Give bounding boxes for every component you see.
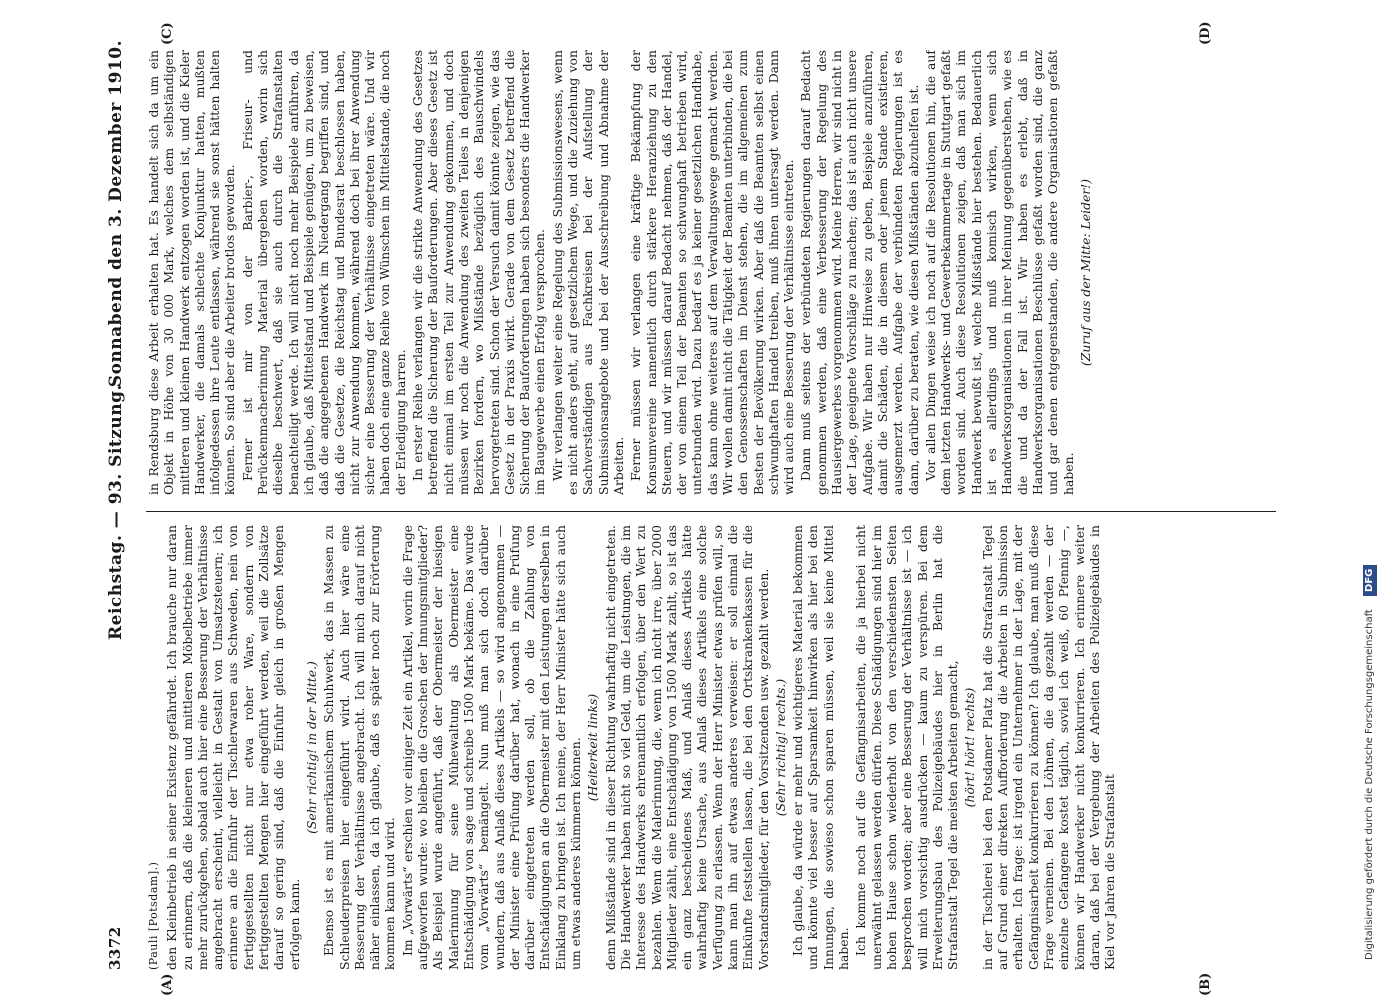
paragraph: den Kleinbetrieb in seiner Existenz gefährdet. Ich brauche nur daran zu erinnern, daß die kleineren und mittleren Möbelbetriebe immer mehr zurückgehen, sobald auch hier eine Besserung der Verhältnisse angebracht erscheint, vielleicht in Gestalt von Umsatzsteuern; ich erinnere an die Einfuhr der Tischlerwaren aus Schweden, nein von fertiggestellten nicht nur etwa roher Ware, sondern von fertiggestellten Mengen hier eingeführt werden, weil die Zollsätze darauf so gering sind, daß die Einfuhr gleich in großen Mengen erfolgen kann. xyxy=(164,525,302,970)
right-column xyxy=(146,50,1276,495)
interjection: (Heiterkeit links) xyxy=(585,693,601,802)
speaker-label: (Pauli [Potsdam].) xyxy=(147,861,160,970)
paragraph: Ich glaube, da würde er mehr und wichtigeres Material bekommen und könnte viel besser auf Sparsamkeit hinwirken als hier bei den Innungen, die sowieso schon sparen müssen, weil sie keine Mittel haben. xyxy=(790,525,852,970)
margin-marker-b: (B) xyxy=(1198,972,1213,996)
paragraph: in der Tischlerei bei den Potsdamer Platz hat die Strafanstalt Tegel auf Grund einer direkten Aufforderung die Arbeiten in Submission erhalten. Ich frage: ist irgend ein Unternehmer in der Lage, mit der Gefängnisarbeit konkurrieren zu können? Ich glaube, man muß diese Frage verneinen. Bei den Löhnen, die da gezahlt werden — der einzelne Gefangene kostet täglich, soviel ich weiß, 60 Pfennig —, können wir Handwerker nicht konkurrieren. Ich erinnere weiter daran, daß bei der Vergebung der Arbeiten des Polizeigebäudes in Kiel vor Jahren die Strafanstalt xyxy=(979,525,1118,970)
interjection: (hört! hört! rechts) xyxy=(962,687,978,808)
paragraph: in Rendsburg diese Arbeit erhalten hat. Es handelt sich da um ein Objekt in Höhe von 30 000 Mark, welches dem selbständigen mittleren und kleinen Handwerk entzogen worden ist, und die Kieler Handwerker, die damals schlechte Konjunktur hatten, mußten infolgedessen ihre Leute entlassen, während sie sonst hätten halten können. So sind aber die Arbeiter brotlos geworden. xyxy=(146,50,238,495)
page-header xyxy=(98,30,138,970)
paragraph: Im „Vorwärts“ erschien vor einiger Zeit ein Artikel, worin die Frage aufgeworfen wurde: wo bleiben die Groschen der Innungsmitglieder? Als Beispiel wurde angeführt, daß der Obermeister der hiesigen Malerinnung für seine Mühewaltung als Obermeister eine Entschädigung von sage und schreibe 1500 Mark bekäme. Das wurde vom „Vorwärts“ bemängelt. Nun muß man sich doch darüber wundern, daß aus Anlaß dieses Artikels — so wird angenommen — der Minister eine Prüfung darüber hat, wonach in eine Prüfung darüber eingetreten werden soll, ob die Zahlung von Entschädigungen an die Obermeister mit den Leistungen derselben in Einklang zu bringen ist. Ich meine, der Herr Minister hätte sich auch um etwas anderes kümmern können. xyxy=(399,525,584,970)
interjection: (Sehr richtig! rechts.) xyxy=(772,678,788,817)
margin-marker-a: (A) xyxy=(160,973,175,996)
paragraph: Ebenso ist es mit amerikanischem Schuhwerk, das in Massen zu Schleuderpreisen hier eingeführt wird. Auch hier wäre eine Besserung der Verhältnisse angebracht. Ich will mich darauf nicht näher einlassen, da ich glaube, daß es später noch zur Erörterung kommen kann und wird. xyxy=(321,525,398,970)
interjection: (Zuruf aus der Mitte: Leider!) xyxy=(1077,178,1093,367)
paragraph: Dann muß seitens der verbündeten Regierungen darauf Bedacht genommen werden, daß eine Verbesserung der Regelung des Hausiergewerbes vorgenommen wird. Meine Herren, wir sind nicht in der Lage, geeignete Vorschläge zu machen; das ist auch nicht unsere Aufgabe. Wir haben nur Hinweise zu geben, Beispiele anzuführen, damit die Schäden, die in diesem oder jenem Stande existieren, ausgemerzt werden. Aufgabe der verbündeten Regierungen ist es dann, darüber zu beraten, wie diesen Mißständen abzuhelfen ist. xyxy=(798,50,921,495)
paragraph: Ferner müssen wir verlangen eine kräftige Bekämpfung der Konsumvereine namentlich durch stärkere Heranziehung zu den Steuern, und wir müssen darauf Bedacht nehmen, daß der Handel, der von einem Teil der Beamten so schwunghaft betrieben wird, unterbunden wird. Dazu bedarf es ja keiner gesetzlichen Handhabe, das kann ohne weiteres auf dem Verwaltungswege gemacht werden. Wir wollen damit nicht die Tätigkeit der Beamten unterbinden, die bei den Genossenschaften im Dienst stehen, die im allgemeinen zum Besten der Bevölkerung wirken. Aber daß die Beamten selbst einen schwunghaften Handel treiben, muß ihnen untersagt werden. Dann wird auch eine Besserung der Verhältnisse eintreten. xyxy=(628,50,797,495)
column-divider xyxy=(146,511,1276,512)
paragraph: In erster Reihe verlangen wir die strikte Anwendung des Gesetzes betreffend die Sicherung der Bauforderungen. Aber dieses Gesetz ist nicht einmal im ersten Teil zur Anwendung gekommen, und doch müssen wir noch die Anwendung des zweiten Teiles in denjenigen Bezirken fordern, wo Mißstände bezüglich des Bauschwindels hervorgetreten sind. Schon der Versuch damit könnte zeigen, wie das Gesetz in der Praxis wirkt. Gerade von dem Gesetz betreffend die Sicherung der Bauforderungen haben sich besonders die Handwerker im Baugewerbe einen Erfolg versprochen. xyxy=(410,50,548,495)
credit-label: Digitalisierung gefördert durch die Deutsche Forschungsgemeinschaft xyxy=(1364,609,1375,960)
page-number: 3372 xyxy=(106,926,124,970)
credit-text xyxy=(1357,0,1383,960)
session-date: Sonnabend den 3. Dezember 1910. xyxy=(106,40,126,388)
digitization-credit xyxy=(1355,0,1381,1000)
margin-marker-d: (D) xyxy=(1198,21,1213,45)
paragraph: Ich komme noch auf die Gefängnisarbeiten, die ja hierbei nicht unerwähnt gelassen werden dürfen. Diese Schädigungen sind hier im hohen Hause schon wiederholt von den verschiedensten Seiten besprochen worden; aber eine Besserung der Verhältnisse ist — ich will mich vorsichtig ausdrücken — kaum zu verspüren. Bei dem Erweiterungsbau des Polizeigebäudes hier in Berlin hat die Strafanstalt Tegel die meisten Arbeiten gemacht, xyxy=(853,525,961,970)
paragraph: Vor allen Dingen weise ich noch auf die Resolutionen hin, die auf dem letzten Handwerks- und Gewerbekammertage in Stuttgart gefaßt worden sind. Auch diese Resolutionen zeigen, daß man sich im Handwerk bewußt ist, welche Mißstände hier bestehen. Bedauerlich ist es allerdings und muß komisch wirken, wenn sich Handwerksorganisationen in ihrer Meinung gegenüberstehen, wie es die und da der Fall ist. Wir haben es erlebt, daß in Handwerksorganisationen Beschlüsse gefaßt worden sind, die ganz und gar denen entgegenstanden, die andere Organisationen gefaßt haben. xyxy=(922,50,1076,495)
interjection: (Sehr richtig! in der Mitte.) xyxy=(303,661,319,834)
margin-marker-c: (C) xyxy=(160,22,175,45)
paragraph: Wir verlangen weiter eine Regelung des Submissionswesens, wenn es nicht anders geht, auf gesetzlichem Wege, und die Zuziehung von Sachverständigen aus Fachkreisen bei der Aufstellung der Submissionsangebote und bei der Ausschreibung und Abnahme der Arbeiten. xyxy=(549,50,626,495)
session-title: Reichstag. — 93. Sitzung. xyxy=(106,384,126,640)
left-column xyxy=(146,525,1276,970)
page-content xyxy=(98,21,1318,996)
dfg-logo: DFG xyxy=(1363,565,1377,596)
paragraph: Ferner ist mir von der Barbier-, Friseur- und Perückenmacherinnung Material übergeben worden, worin sich dieselbe beschwert, daß sie auch durch die Strafanstalten benachteiligt werde. Ich will nicht noch mehr Beispiele anführen, da ich glaube, daß Mittelstand und Beispiele genügen, um zu beweisen, daß die angegebenen Handwerk im Niedergang begriffen sind, und daß die Gesetze, die Reichstag und Bundesrat beschlossen haben, nicht zur Anwendung kommen, während doch bei ihrer Anwendung sicher eine Besserung der Verhältnisse eingetreten wäre. Und wir haben doch eine ganze Reihe von Wünschen im Mittelstande, die noch der Erledigung harren. xyxy=(239,50,408,495)
rotated-page xyxy=(58,0,1348,1000)
paragraph: denn Mißstände sind in dieser Richtung wahrhaftig nicht eingetreten. Die Handwerker haben nicht so viel Geld, um die Leistungen, die im Interesse des Handwerks ehrenamtlich erfolgen, über den Wert zu bezahlen. Wenn die Malerinnung, die, wenn ich nicht irre, über 2000 Mitglieder zählt, eine Entschädigung von 1500 Mark zahlt, so ist das ein ganz bescheidenes Maß, und Anlaß dieses Artikels hätte wahrhaftig keine Ursache, aus Anlaß dieses Artikels eine solche Verfügung zu erlassen. Wenn der Herr Minister etwas prüfen will, so kann man ihn auf etwas anderes verweisen: er soll einmal die Einkünfte feststellen lassen, die bei den Ortskrankenkassen für die Vorstandsmitglieder, für den Vorsitzenden usw. gezahlt werden. xyxy=(602,525,771,970)
